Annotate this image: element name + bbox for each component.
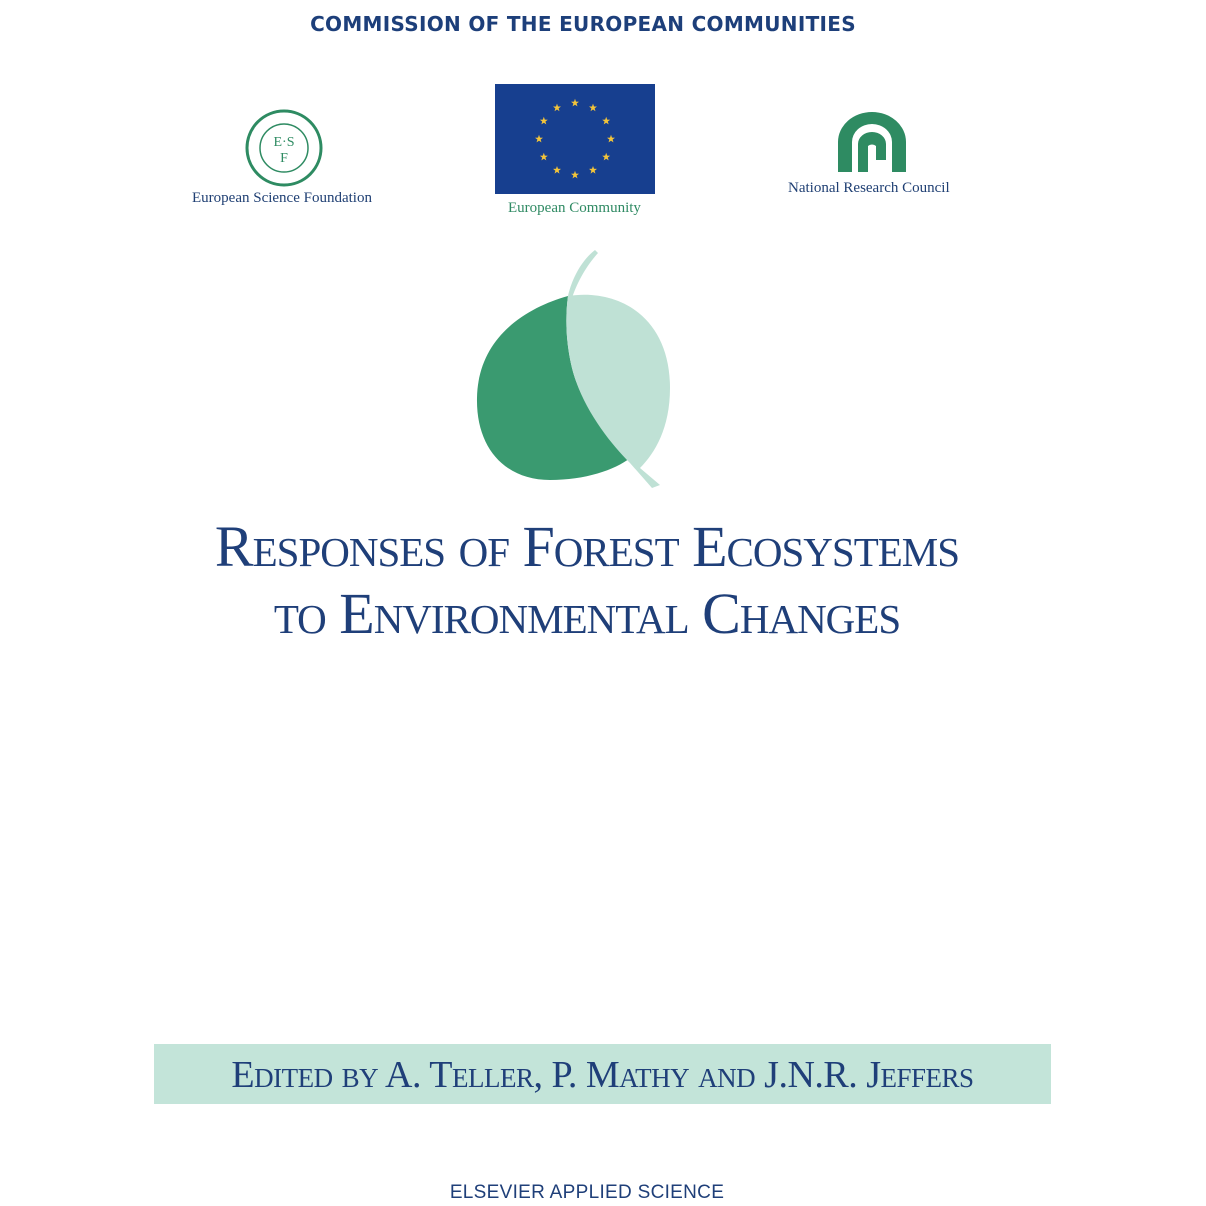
eu-flag-icon (495, 84, 655, 194)
svg-text:E·S: E·S (273, 135, 295, 150)
publisher-name: ELSEVIER APPLIED SCIENCE (449, 1182, 725, 1203)
nrc-logo-icon (832, 108, 912, 176)
svg-text:F: F (280, 151, 288, 166)
editors-line: Edited by A. Teller, P. Mathy and J.N.R. Jeffers (231, 1054, 974, 1096)
book-title-line-1: Responses of Forest Ecosystems (214, 514, 960, 579)
commission-heading: COMMISSION OF THE EUROPEAN COMMUNITIES (310, 12, 856, 36)
book-title-line-2: to Environmental Changes (273, 581, 901, 646)
esf-label: European Science Foundation (192, 190, 372, 206)
leaf-emblem-icon (470, 248, 680, 488)
ec-label: European Community (508, 200, 641, 216)
nrc-label: National Research Council (788, 180, 950, 196)
esf-seal-icon (244, 108, 324, 188)
